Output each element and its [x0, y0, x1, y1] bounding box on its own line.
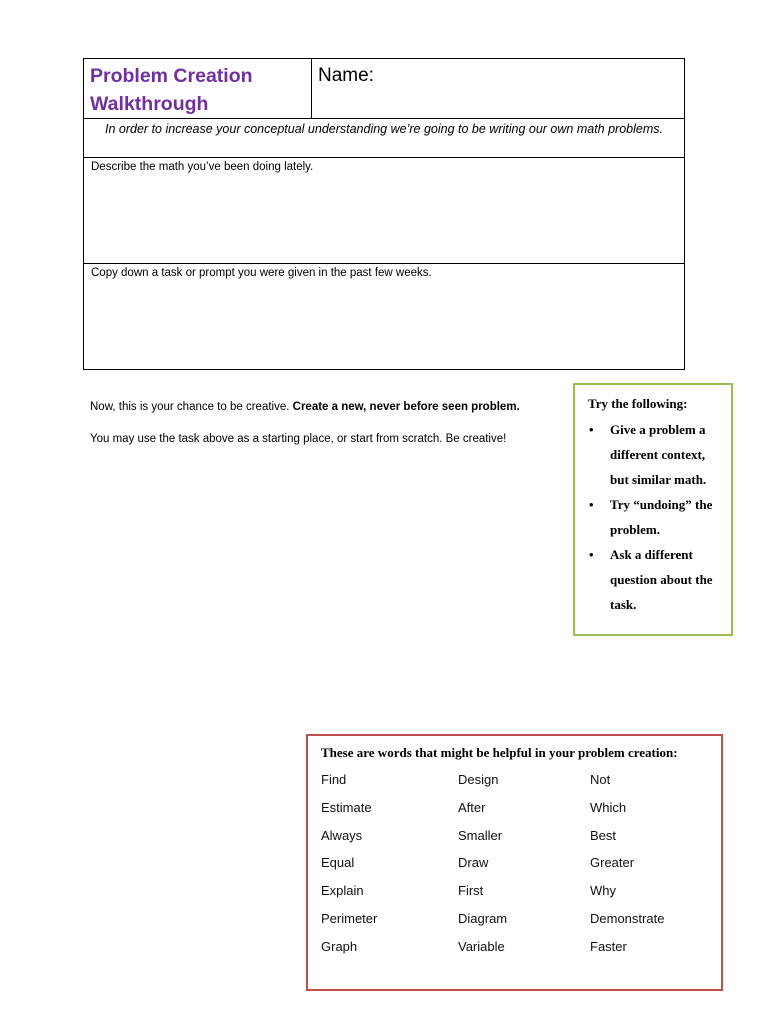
tip-item — [588, 542, 723, 617]
tips-title: Try the following: — [588, 396, 688, 411]
question-1-text: Describe the math you’ve been doing lately. — [91, 161, 314, 173]
tip-text: Give a problem a different context, but similar math. — [610, 422, 707, 487]
tip-item — [588, 492, 723, 542]
word-item: Greater — [590, 855, 635, 871]
word-item: Faster — [590, 938, 627, 954]
creative-hint: You may use the task above as a starting place, or start from scratch. Be creative! — [90, 433, 507, 445]
tips-list — [588, 417, 723, 617]
word-item: Best — [590, 827, 617, 843]
word-item: Draw — [458, 855, 489, 871]
word-item: Always — [321, 827, 363, 843]
word-item: Estimate — [321, 799, 372, 815]
question-2-field[interactable] — [84, 264, 685, 370]
question-1-field[interactable] — [84, 158, 685, 264]
word-item: Demonstrate — [590, 910, 665, 926]
word-bank-box — [306, 734, 723, 991]
word-item: After — [458, 799, 486, 815]
word-item: Explain — [321, 883, 364, 899]
title-line-2: Walkthrough — [90, 93, 209, 115]
page-title — [90, 62, 305, 118]
name-label: Name: — [318, 65, 374, 86]
intro-cell — [84, 119, 685, 158]
creative-emphasis: Create a new, never before seen problem. — [292, 401, 520, 413]
bullet-icon: • — [589, 547, 594, 562]
title-cell — [84, 59, 312, 119]
word-item: Smaller — [458, 827, 503, 843]
word-item: Which — [590, 799, 627, 815]
name-field[interactable] — [312, 59, 685, 119]
word-item: First — [458, 883, 484, 899]
word-bank-title: These are words that might be helpful in your problem creation: — [321, 745, 678, 760]
word-item: Graph — [321, 938, 358, 954]
word-item: Why — [590, 883, 616, 899]
word-item: Perimeter — [321, 910, 378, 926]
bullet-icon: • — [589, 422, 594, 437]
tip-text: Try “undoing” the problem. — [610, 497, 713, 537]
word-item: Equal — [321, 855, 355, 871]
word-bank-grid — [321, 766, 721, 961]
tips-box — [573, 383, 733, 636]
tip-item — [588, 417, 723, 492]
title-line-1: Problem Creation — [90, 65, 253, 87]
word-item: Design — [458, 772, 499, 787]
intro-text: In order to increase your conceptual understanding we’re going to be writing our own math problems. — [105, 122, 663, 136]
bullet-icon: • — [589, 497, 594, 512]
word-item: Variable — [458, 938, 505, 954]
word-item: Not — [590, 772, 611, 787]
word-item: Diagram — [458, 910, 508, 926]
worksheet-table — [83, 58, 685, 370]
creative-instruction — [90, 400, 560, 414]
word-item: Find — [321, 772, 347, 787]
question-2-text: Copy down a task or prompt you were given in the past few weeks. — [91, 267, 432, 279]
creative-prefix: Now, this is your chance to be creative. — [90, 401, 293, 413]
tip-text: Ask a different question about the task. — [610, 547, 713, 612]
